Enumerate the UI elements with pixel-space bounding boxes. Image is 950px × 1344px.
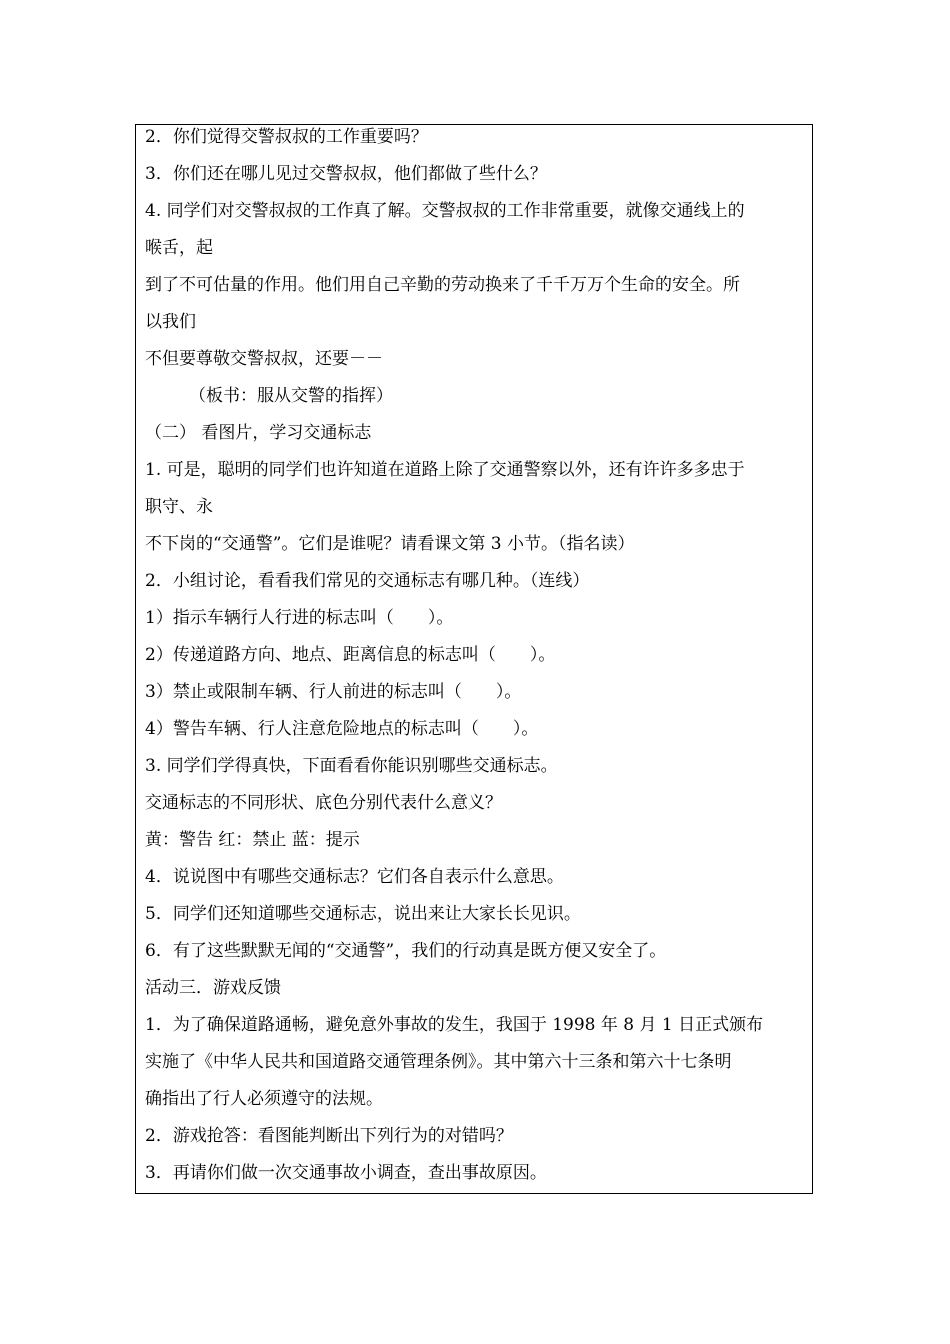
text-line: 实施了《中华人民共和国道路交通管理条例》。其中第六十三条和第六十七条明 <box>145 1052 732 1072</box>
list-item: 3）禁止或限制车辆、行人前进的标志叫（ ）。 <box>145 682 522 702</box>
text-line: 3. 同学们学得真快，下面看看你能识别哪些交通标志。 <box>145 756 558 776</box>
text-line: 2．你们觉得交警叔叔的工作重要吗？ <box>145 127 428 147</box>
text-line: 3．你们还在哪儿见过交警叔叔，他们都做了些什么？ <box>145 164 547 184</box>
text-line: 不但要尊敬交警叔叔，还要－－ <box>145 349 383 369</box>
blackboard-note: （板书：服从交警的指挥） <box>189 386 393 406</box>
lesson-plan-table-cell <box>135 124 813 1194</box>
text-line: 3．再请你们做一次交通事故小调查，查出事故原因。 <box>145 1163 547 1183</box>
text-line: 5．同学们还知道哪些交通标志，说出来让大家长长见识。 <box>145 904 581 924</box>
list-item: 2）传递道路方向、地点、距离信息的标志叫（ ）。 <box>145 645 556 665</box>
text-line: 以我们 <box>145 312 196 332</box>
text-line: 职守、永 <box>145 497 213 517</box>
text-line: 1. 可是，聪明的同学们也许知道在道路上除了交通警察以外，还有许许多多忠于 <box>145 460 745 480</box>
list-item: 1）指示车辆行人行进的标志叫（ ）。 <box>145 608 454 628</box>
text-line: 4．说说图中有哪些交通标志？它们各自表示什么意思。 <box>145 867 564 887</box>
text-line: 不下岗的“交通警”。它们是谁呢？请看课文第 3 小节。（指名读） <box>145 534 635 554</box>
section-heading: 活动三．游戏反馈 <box>145 978 281 998</box>
text-line: 喉舌，起 <box>145 238 213 258</box>
text-line: 2．小组讨论，看看我们常见的交通标志有哪几种。（连线） <box>145 571 590 591</box>
section-heading: （二） 看图片，学习交通标志 <box>145 423 372 443</box>
text-line: 6．有了这些默默无闻的“交通警”，我们的行动真是既方便又安全了。 <box>145 941 667 961</box>
text-line: 到了不可估量的作用。他们用自己辛勤的劳动换来了千千万万个生命的安全。所 <box>145 275 740 295</box>
text-line: 2．游戏抢答：看图能判断出下列行为的对错吗？ <box>145 1126 513 1146</box>
text-line: 确指出了行人必须遵守的法规。 <box>145 1089 383 1109</box>
list-item: 4）警告车辆、行人注意危险地点的标志叫（ ）。 <box>145 719 539 739</box>
text-line: 4. 同学们对交警叔叔的工作真了解。交警叔叔的工作非常重要，就像交通线上的 <box>145 201 745 221</box>
text-line: 交通标志的不同形状、底色分别代表什么意义？ <box>145 793 502 813</box>
text-line: 1．为了确保道路通畅，避免意外事故的发生，我国于 1998 年 8 月 1 日正式颁布 <box>145 1015 764 1035</box>
text-line: 黄：警告 红：禁止 蓝：提示 <box>145 830 360 850</box>
